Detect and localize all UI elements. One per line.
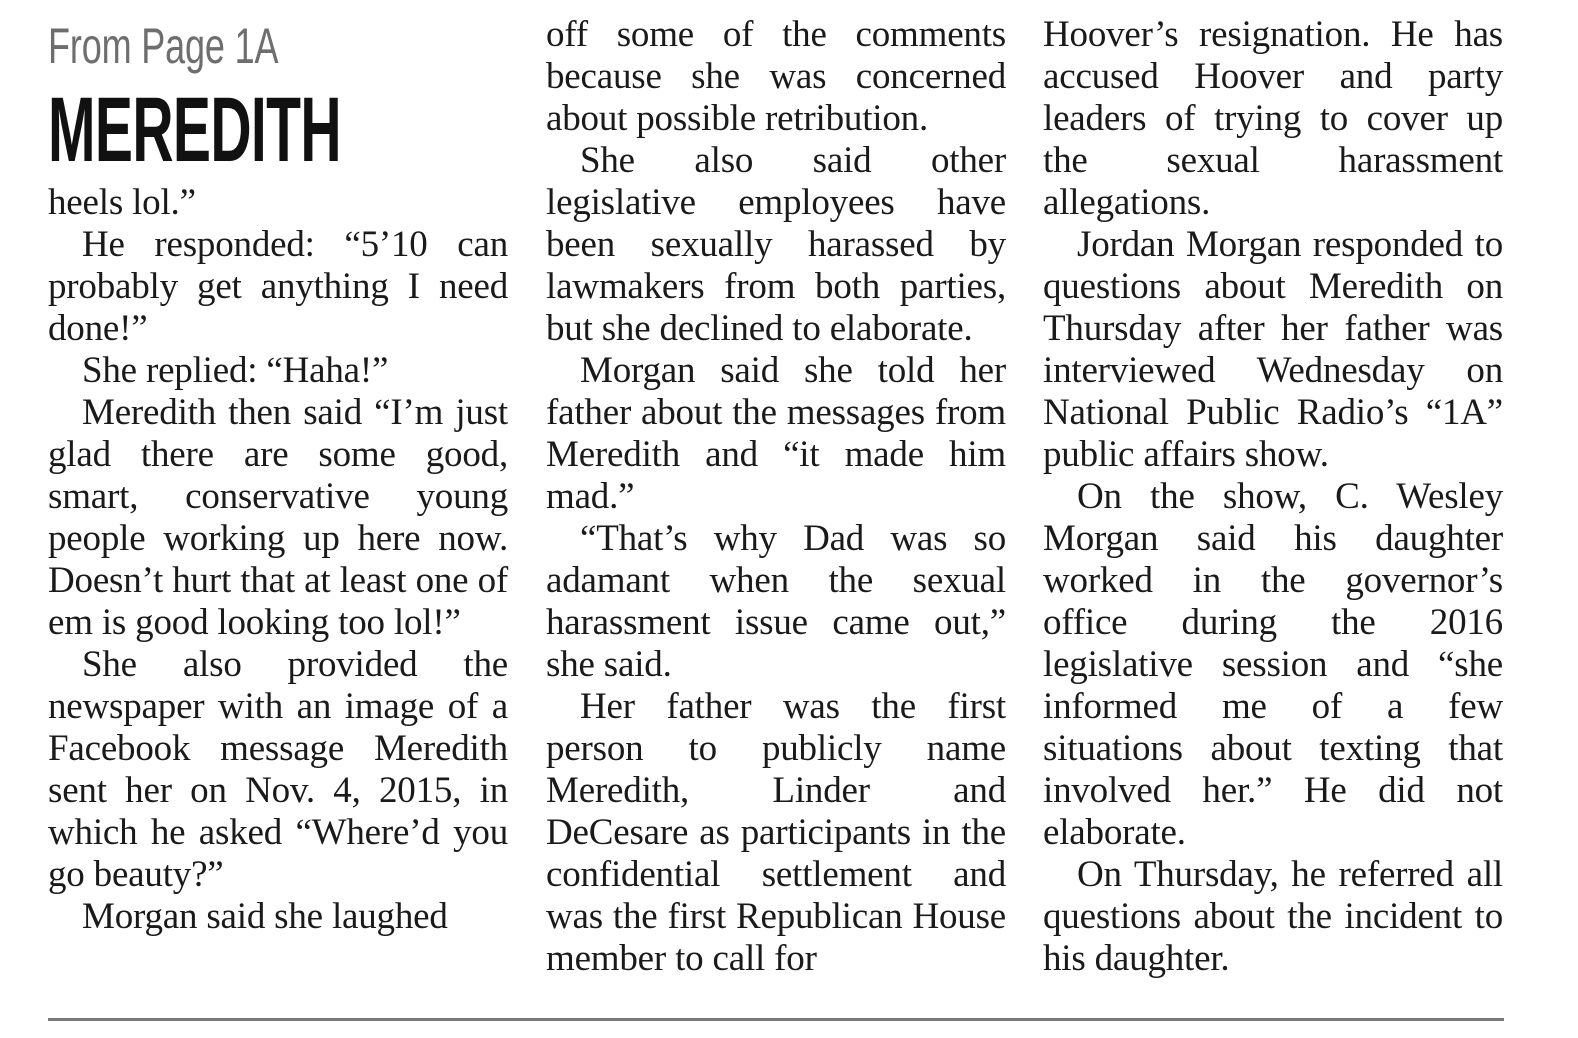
paragraph: He responded: “5’10 can probably get anything I need done!” (48, 224, 508, 349)
paragraph: “That’s why Dad was so adamant when the sexual harassment issue came out,” she said. (546, 518, 1006, 685)
paragraph: Morgan said she told her father about the messages from Meredith and “it made him mad.” (546, 350, 1006, 517)
paragraph: Jordan Morgan responded to questions about Meredith on Thursday after her father was interviewed Wednesday on National Public Radio’s “1A” public affairs show. (1043, 224, 1503, 475)
paragraph: She replied: “Haha!” (82, 350, 389, 391)
article-column-3 (1043, 14, 1503, 980)
paragraph: She also said other legislative employees have been sexually harassed by lawmakers from both parties, but she declined to elaborate. (546, 140, 1006, 349)
jump-kicker: From Page 1A (48, 18, 279, 74)
paragraph: off some of the comments because she was concerned about possible retribution. (546, 14, 1006, 139)
bottom-rule-divider (48, 1018, 1504, 1021)
paragraph: On the show, C. Wesley Morgan said his daughter worked in the governor’s office during the 2016 legislative session and “she informed me of a few situations about texting that involved her.” He did not elaborate. (1043, 476, 1503, 853)
article-column-1 (48, 14, 508, 938)
paragraph: Meredith then said “I’m just glad there are some good, smart, conservative young people working up here now. Doesn’t hurt that at least one of em is good looking too lol!” (48, 392, 508, 643)
paragraph: Hoover’s resignation. He has accused Hoover and party leaders of trying to cover up the sexual harassment allegations. (1043, 14, 1503, 223)
paragraph: She also provided the newspaper with an image of a Facebook message Meredith sent her on Nov. 4, 2015, in which he asked “Where’d you go beauty?” (48, 644, 508, 895)
paragraph: Morgan said she laughed (82, 896, 448, 937)
article-column-2 (546, 14, 1006, 980)
paragraph: On Thursday, he referred all questions about the incident to his daughter. (1043, 854, 1503, 979)
jump-headline: MEREDITH (48, 79, 341, 181)
paragraph: Her father was the first person to publicly name Meredith, Linder and DeCesare as participants in the confidential settlement and was the first Republican House member to call for (546, 686, 1006, 979)
paragraph: heels lol.” (48, 182, 196, 223)
